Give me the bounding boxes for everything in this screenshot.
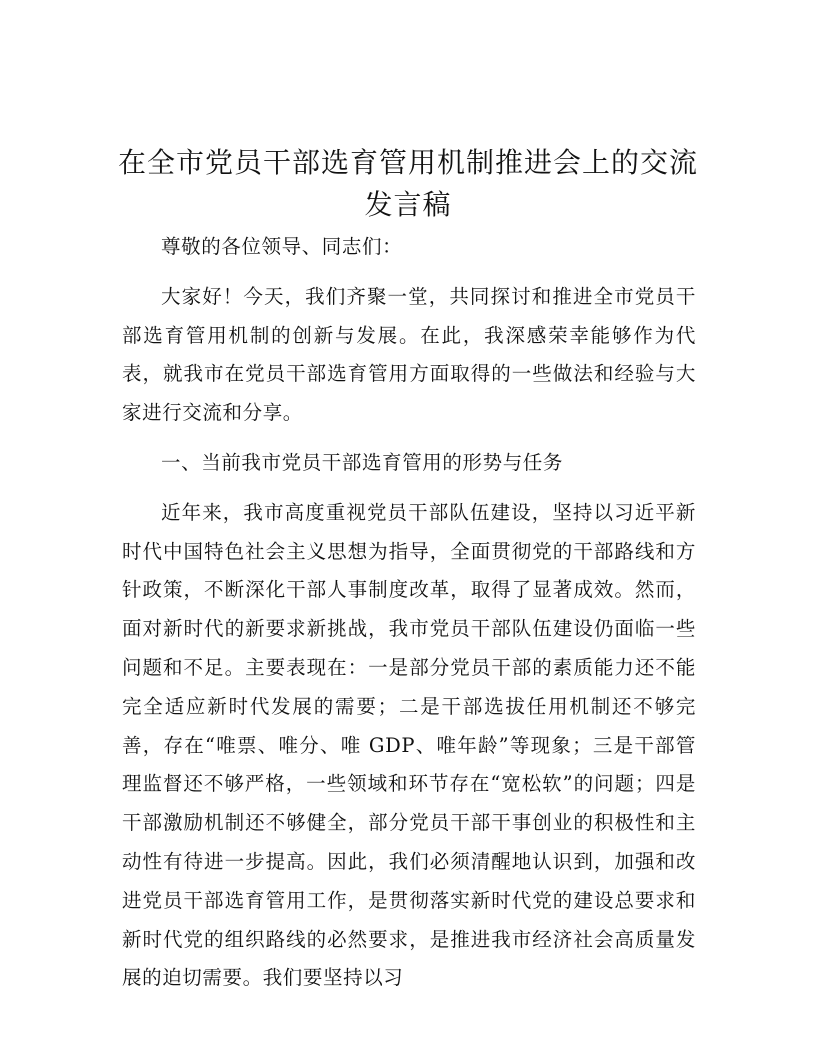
paragraph-situation: 近年来，我市高度重视党员干部队伍建设，坚持以习近平新时代中国特色社会主义思想为指导，全面贯彻党的干部路线和方针政策，不断深化干部人事制度改革，取得了显著成效。然而，面对新时代的新要求新挑战，我市党员干部队伍建设仍面临一些问题和不足。主要表现在：一是部分党员干部的素质能力还不能完全适应新时代发展的需要；二是干部选拔任用机制还不够完善，存在“唯票、唯分、唯 GDP、唯年龄”等现象；三是干部管理监督还不够严格，一些领域和环节存在“宽松软”的问题；四是干部激励机制还不够健全，部分党员干部干事创业的积极性和主动性有待进一步提高。因此，我们必须清醒地认识到，加强和改进党员干部选育管用工作，是贯彻落实新时代党的建设总要求和新时代党的组织路线的必然要求，是推进我市经济社会高质量发展的迫切需要。我们要坚持以习: [122, 500, 696, 990]
document-body: [122, 228, 696, 998]
section-heading-1: 一、当前我市党员干部选育管用的形势与任务: [161, 450, 564, 474]
salutation: 尊敬的各位领导、同志们：: [161, 235, 403, 258]
paragraph-opening: 大家好！今天，我们齐聚一堂，共同探讨和推进全市党员干部选育管用机制的创新与发展。在此，我深感荣幸能够作为代表，就我市在党员干部选育管用方面取得的一些做法和经验与大家进行交流和分享。: [122, 284, 696, 425]
document-title: 在全市党员干部选育管用机制推进会上的交流发言稿: [118, 146, 699, 221]
